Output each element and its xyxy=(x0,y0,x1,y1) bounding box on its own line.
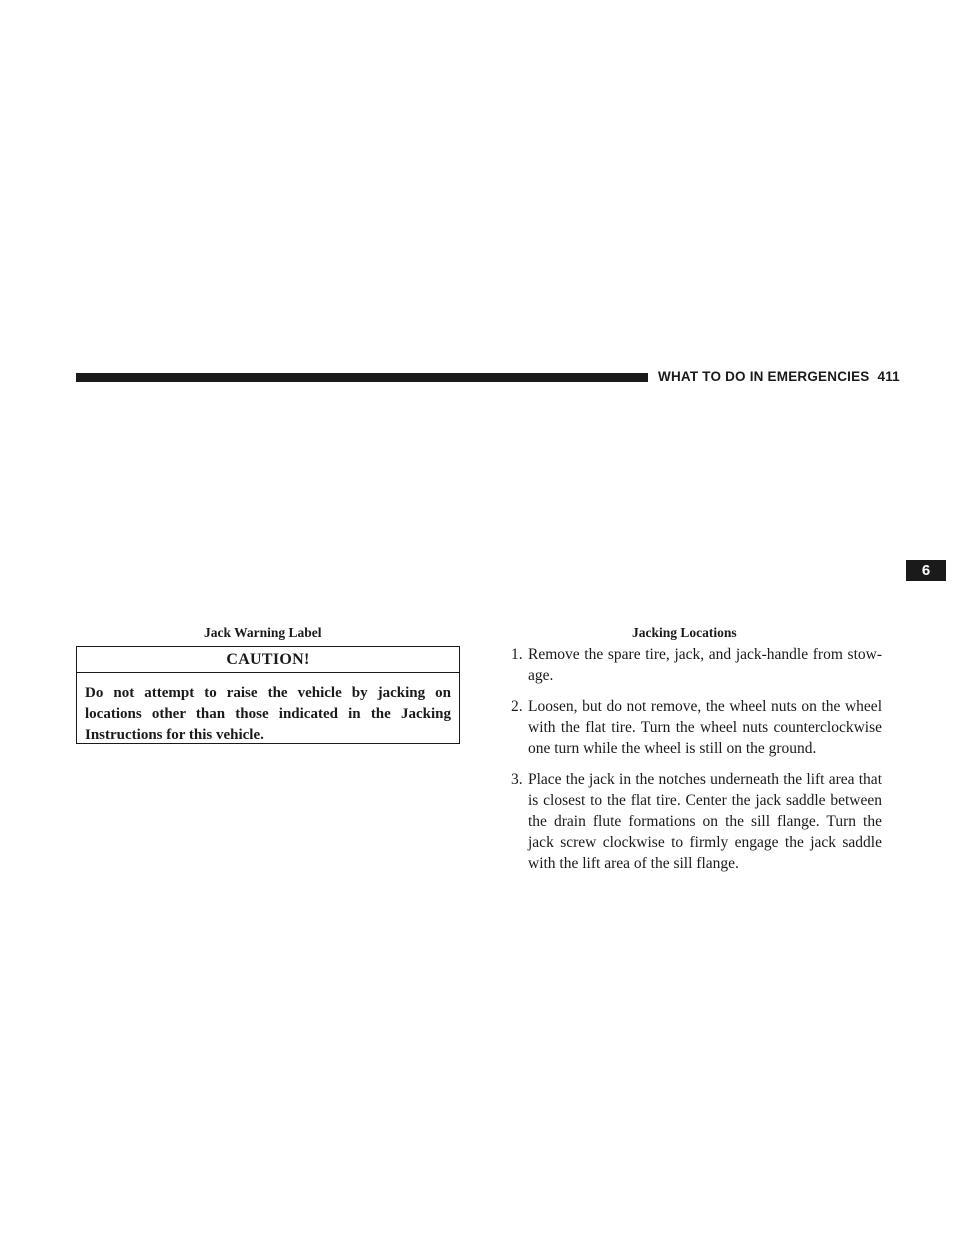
running-header xyxy=(658,369,900,384)
step-text: Remove the spare tire, jack, and jack-handle from stow-age. xyxy=(528,646,882,684)
chapter-tab: 6 xyxy=(906,560,946,581)
header-rule xyxy=(76,373,648,382)
list-item xyxy=(494,696,882,759)
page-number: 411 xyxy=(877,369,900,384)
step-number: 3. xyxy=(511,771,523,788)
jacking-steps-list xyxy=(494,644,882,884)
list-item xyxy=(494,769,882,874)
section-title: WHAT TO DO IN EMERGENCIES xyxy=(658,369,870,384)
step-number: 2. xyxy=(511,698,523,715)
caution-title: CAUTION! xyxy=(77,647,459,673)
step-number: 1. xyxy=(511,646,523,663)
step-text: Place the jack in the notches underneath the lift area that is closest to the flat tire. Center the jack saddle between the drain flute formations on the sill flange. Turn the jack screw clockwise to firmly engage the jack saddle with the lift area of the sill flange. xyxy=(528,771,882,872)
figure-caption-jack-warning-label: Jack Warning Label xyxy=(204,625,322,640)
caution-body: Do not attempt to raise the vehicle by jacking on locations other than those indicated in the Jacking Instructions for this vehicle. xyxy=(85,685,451,743)
figure-caption-jacking-locations: Jacking Locations xyxy=(632,625,737,640)
caution-box xyxy=(76,646,460,744)
list-item xyxy=(494,644,882,686)
step-text: Loosen, but do not remove, the wheel nuts on the wheel with the flat tire. Turn the wheel nuts counterclockwise one turn while the wheel is still on the ground. xyxy=(528,698,882,757)
